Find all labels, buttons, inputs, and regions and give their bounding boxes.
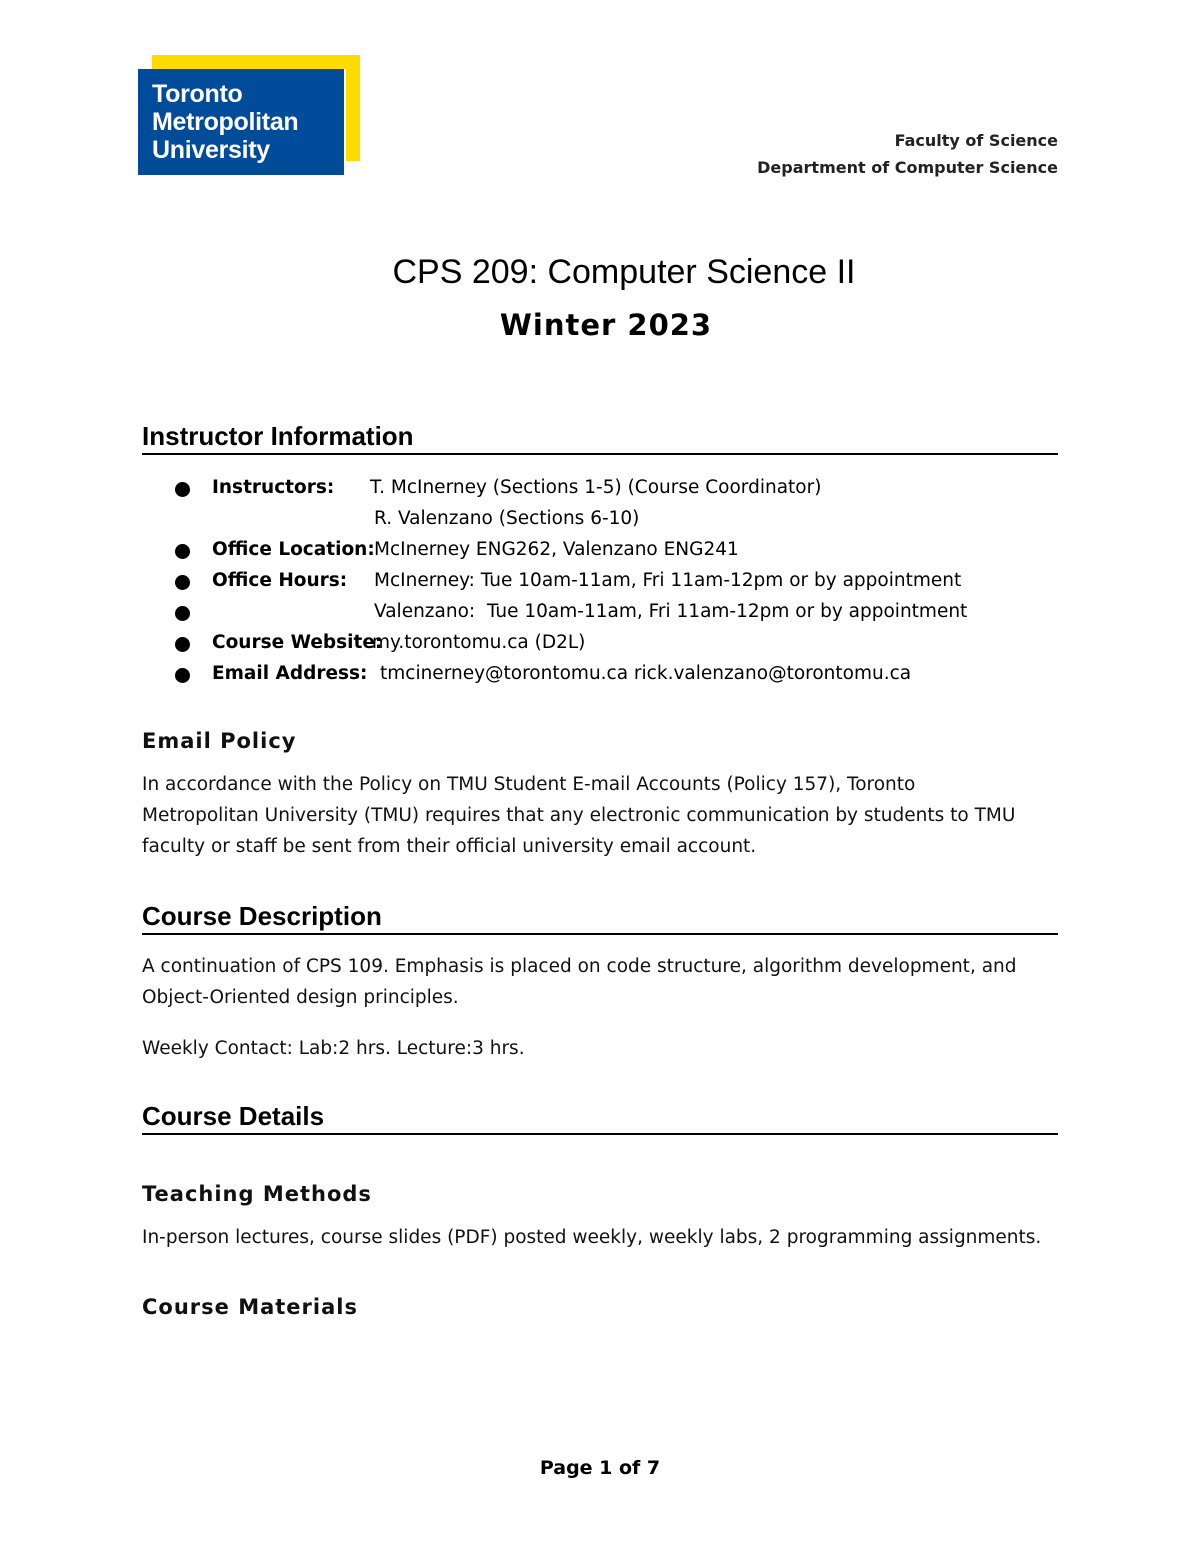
info-value: McInerney: Tue 10am-11am, Fri 11am-12pm or by appointment [374, 570, 962, 591]
email-policy-text [142, 769, 1062, 862]
teaching-methods-heading: Teaching Methods [142, 1182, 372, 1206]
bullet-icon [175, 482, 190, 497]
info-label: Office Location: [212, 539, 375, 560]
bullet-icon [175, 575, 190, 590]
bullet-icon [175, 668, 190, 683]
teaching-methods-text: In-person lectures, course slides (PDF) posted weekly, weekly labs, 2 programming assignments. [142, 1227, 1042, 1248]
info-value: McInerney ENG262, Valenzano ENG241 [374, 539, 739, 560]
text-line: In accordance with the Policy on TMU Student E-mail Accounts (Policy 157), Toronto [142, 774, 916, 795]
text-line: Metropolitan University (TMU) requires that any electronic communication by students to TMU [142, 805, 1016, 826]
logo-line-1: Toronto [152, 80, 243, 108]
course-description-text [142, 951, 1062, 1013]
logo-line-2: Metropolitan [152, 108, 299, 136]
list-item [175, 658, 1055, 689]
page-number: Page 1 of 7 [539, 1457, 661, 1479]
email-policy-heading: Email Policy [142, 729, 297, 753]
bullet-icon [175, 544, 190, 559]
info-value: Valenzano: Tue 10am-11am, Fri 11am-12pm or by appointment [374, 601, 968, 622]
info-value: R. Valenzano (Sections 6-10) [374, 508, 640, 529]
text-line: faculty or staff be sent from their official university email account. [142, 836, 757, 857]
logo-line-3: University [152, 136, 270, 164]
weekly-contact-text: Weekly Contact: Lab:2 hrs. Lecture:3 hrs. [142, 1038, 525, 1059]
logo-divider [344, 69, 346, 161]
course-title: CPS 209: Computer Science II [392, 253, 856, 291]
department-name: Department of Computer Science [757, 158, 1058, 177]
info-label: Instructors: [212, 477, 335, 498]
course-description-heading: Course Description [142, 900, 1058, 935]
faculty-name: Faculty of Science [894, 131, 1058, 150]
list-item [175, 596, 1055, 627]
info-value: my.torontomu.ca (D2L) [372, 632, 586, 653]
instructor-info-heading: Instructor Information [142, 420, 1058, 455]
list-item [175, 503, 1055, 534]
course-materials-heading: Course Materials [142, 1295, 358, 1319]
list-item [175, 565, 1055, 596]
logo-wordmark [152, 80, 298, 164]
list-item [175, 472, 1055, 503]
text-line: A continuation of CPS 109. Emphasis is placed on code structure, algorithm development, and [142, 956, 1017, 977]
faculty-header [757, 127, 1058, 181]
info-label: Email Address: [212, 663, 368, 684]
list-item [175, 534, 1055, 565]
instructor-info-list [175, 472, 1055, 689]
info-label: Course Website: [212, 632, 383, 653]
info-label: Office Hours: [212, 570, 348, 591]
course-details-heading: Course Details [142, 1100, 1058, 1135]
bullet-icon [175, 637, 190, 652]
bullet-icon [175, 606, 190, 621]
text-line: Object-Oriented design principles. [142, 987, 459, 1008]
info-value: T. McInerney (Sections 1-5) (Course Coordinator) [370, 477, 822, 498]
info-value: tmcinerney@torontomu.ca rick.valenzano@torontomu.ca [380, 663, 912, 684]
university-logo [138, 55, 360, 175]
list-item [175, 627, 1055, 658]
course-term: Winter 2023 [499, 308, 713, 342]
